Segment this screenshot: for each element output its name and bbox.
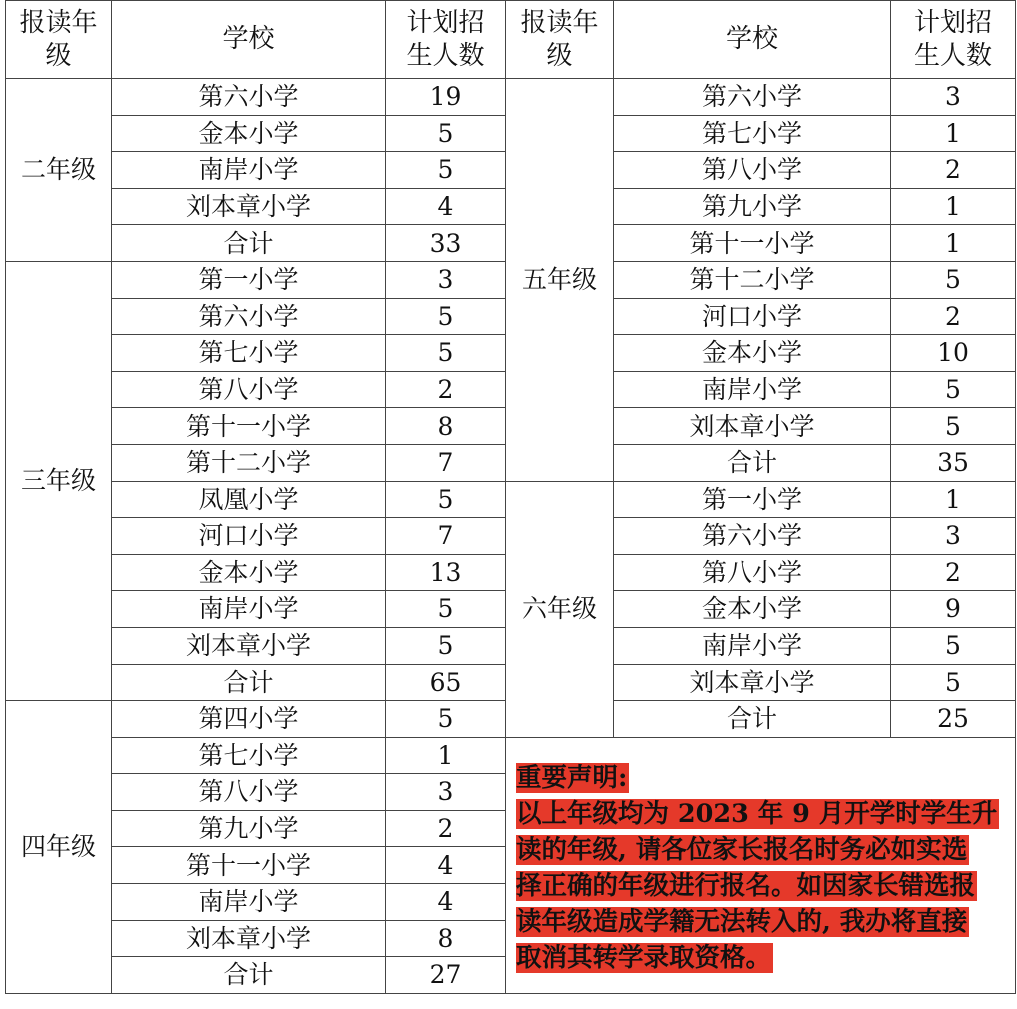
planned-count: 5: [386, 701, 506, 738]
school-name: 第四小学: [112, 701, 386, 738]
school-name: 第十一小学: [112, 408, 386, 445]
total-count: 27: [386, 957, 506, 994]
total-label: 合计: [614, 701, 891, 738]
grade-cell: 二年级: [6, 79, 112, 262]
planned-count: 4: [386, 884, 506, 921]
planned-count: 5: [891, 408, 1016, 445]
planned-count: 9: [891, 591, 1016, 628]
planned-count: 8: [386, 408, 506, 445]
school-name: 第六小学: [112, 79, 386, 116]
notice-line-wrap: [516, 796, 1005, 832]
planned-count: 8: [386, 920, 506, 957]
planned-count: 4: [386, 188, 506, 225]
school-name: 金本小学: [112, 115, 386, 152]
planned-count: 5: [386, 335, 506, 372]
school-name: 凤凰小学: [112, 481, 386, 518]
school-name: 刘本章小学: [112, 188, 386, 225]
school-name: 第六小学: [614, 79, 891, 116]
planned-count: 5: [386, 152, 506, 189]
notice-line-wrap: [516, 940, 1005, 976]
planned-count: 10: [891, 335, 1016, 372]
total-label: 合计: [112, 664, 386, 701]
planned-count: 5: [386, 298, 506, 335]
planned-count: 5: [386, 481, 506, 518]
school-name: 刘本章小学: [614, 408, 891, 445]
total-label: 合计: [614, 444, 891, 481]
header-school-right: 学校: [614, 1, 891, 79]
planned-count: 2: [891, 152, 1016, 189]
school-name: 第七小学: [112, 335, 386, 372]
planned-count: 2: [386, 810, 506, 847]
table-row: [6, 737, 1016, 774]
grade-cell: 五年级: [506, 79, 614, 482]
school-name: 第六小学: [614, 518, 891, 555]
planned-count: 5: [386, 591, 506, 628]
notice-line: 读的年级, 请各位家长报名时务必如实选: [516, 834, 968, 865]
enrollment-table: [5, 0, 1016, 994]
school-name: 南岸小学: [112, 591, 386, 628]
school-name: 刘本章小学: [112, 920, 386, 957]
total-label: 合计: [112, 225, 386, 262]
planned-count: 5: [891, 371, 1016, 408]
school-name: 第八小学: [614, 152, 891, 189]
grade-cell: 三年级: [6, 261, 112, 700]
school-name: 第十一小学: [112, 847, 386, 884]
notice-line: 择正确的年级进行报名。如因家长错选报: [516, 870, 976, 901]
school-name: 第一小学: [614, 481, 891, 518]
planned-count: 3: [891, 518, 1016, 555]
total-label: 合计: [112, 957, 386, 994]
planned-count: 7: [386, 518, 506, 555]
planned-count: 5: [891, 261, 1016, 298]
header-count-right: 计划招生人数: [891, 1, 1016, 79]
planned-count: 7: [386, 444, 506, 481]
planned-count: 4: [386, 847, 506, 884]
school-name: 河口小学: [112, 518, 386, 555]
school-name: 第九小学: [614, 188, 891, 225]
notice-line-wrap: [516, 868, 1005, 904]
notice-title: 重要声明:: [516, 762, 628, 793]
school-name: 南岸小学: [112, 884, 386, 921]
planned-count: 5: [891, 664, 1016, 701]
school-name: 第十一小学: [614, 225, 891, 262]
planned-count: 2: [386, 371, 506, 408]
planned-count: 1: [891, 188, 1016, 225]
school-name: 第九小学: [112, 810, 386, 847]
total-count: 35: [891, 444, 1016, 481]
planned-count: 1: [891, 115, 1016, 152]
planned-count: 1: [891, 481, 1016, 518]
table-row: [6, 481, 1016, 518]
grade-cell: 六年级: [506, 481, 614, 737]
notice-line-wrap: [516, 904, 1005, 940]
school-name: 第八小学: [112, 371, 386, 408]
total-count: 33: [386, 225, 506, 262]
header-school-left: 学校: [112, 1, 386, 79]
planned-count: 13: [386, 554, 506, 591]
header-grade-left: 报读年级: [6, 1, 112, 79]
school-name: 第十二小学: [614, 261, 891, 298]
header-count-left: 计划招生人数: [386, 1, 506, 79]
planned-count: 2: [891, 554, 1016, 591]
school-name: 南岸小学: [112, 152, 386, 189]
planned-count: 3: [386, 774, 506, 811]
school-name: 第一小学: [112, 261, 386, 298]
school-name: 第七小学: [614, 115, 891, 152]
school-name: 第六小学: [112, 298, 386, 335]
notice-title-line: [516, 760, 1005, 796]
total-count: 65: [386, 664, 506, 701]
school-name: 第八小学: [614, 554, 891, 591]
school-name: 南岸小学: [614, 371, 891, 408]
planned-count: 5: [386, 115, 506, 152]
planned-count: 2: [891, 298, 1016, 335]
planned-count: 1: [891, 225, 1016, 262]
school-name: 第七小学: [112, 737, 386, 774]
school-name: 第十二小学: [112, 444, 386, 481]
school-name: 金本小学: [614, 591, 891, 628]
planned-count: 5: [891, 627, 1016, 664]
header-grade-right: 报读年级: [506, 1, 614, 79]
notice-line: 以上年级均为 2023 年 9 月开学时学生升: [516, 798, 998, 829]
planned-count: 19: [386, 79, 506, 116]
school-name: 刘本章小学: [112, 627, 386, 664]
grade-cell: 四年级: [6, 701, 112, 994]
school-name: 河口小学: [614, 298, 891, 335]
table-row: [6, 79, 1016, 116]
notice-line: 取消其转学录取资格。: [516, 942, 772, 973]
planned-count: 3: [891, 79, 1016, 116]
notice-line: 读年级造成学籍无法转入的, 我办将直接: [516, 906, 968, 937]
school-name: 南岸小学: [614, 627, 891, 664]
planned-count: 1: [386, 737, 506, 774]
notice-line-wrap: [516, 832, 1005, 868]
school-name: 刘本章小学: [614, 664, 891, 701]
school-name: 金本小学: [112, 554, 386, 591]
planned-count: 3: [386, 261, 506, 298]
planned-count: 5: [386, 627, 506, 664]
total-count: 25: [891, 701, 1016, 738]
school-name: 金本小学: [614, 335, 891, 372]
important-notice: [506, 737, 1016, 993]
school-name: 第八小学: [112, 774, 386, 811]
